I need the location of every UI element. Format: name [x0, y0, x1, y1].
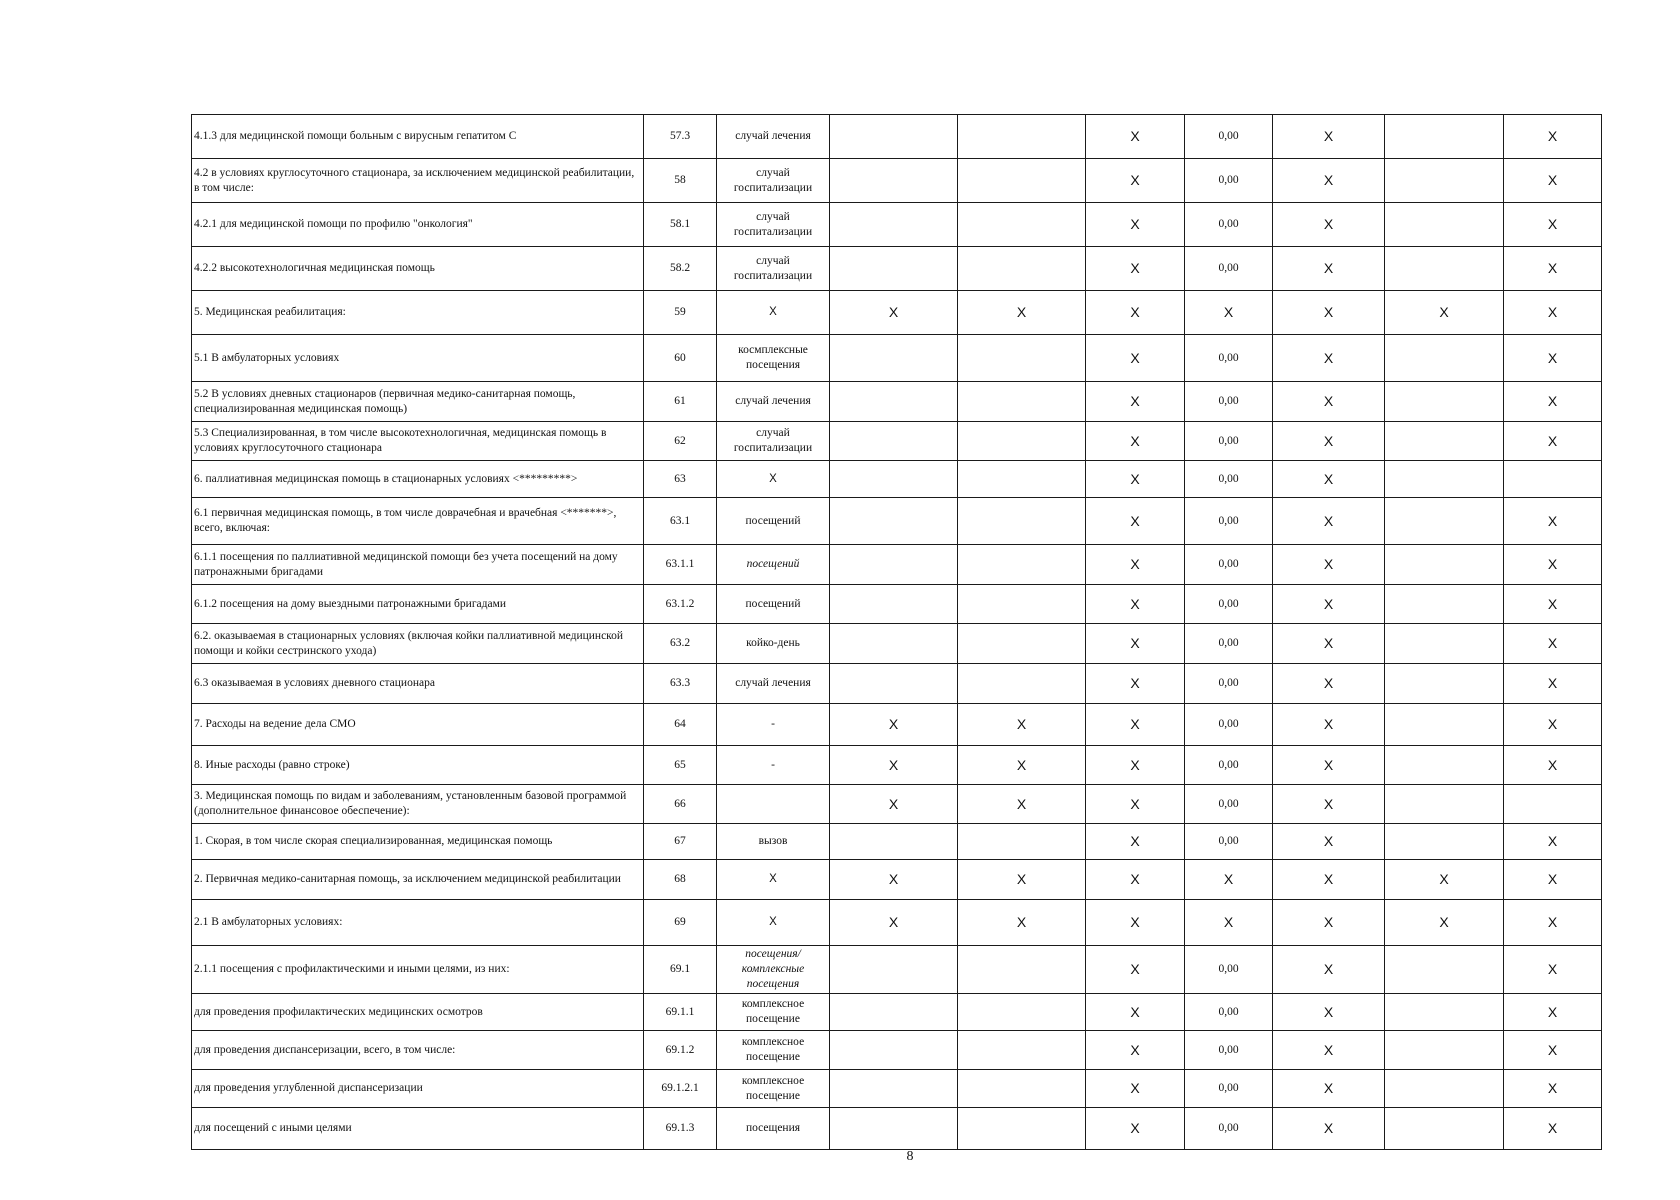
table-row [192, 335, 1602, 382]
value-cell-7: 0,00 [1185, 247, 1273, 291]
row-code-cell: 69.1.3 [644, 1108, 717, 1150]
value-cell-10: X [1504, 994, 1602, 1031]
value-cell-7: 0,00 [1185, 704, 1273, 746]
value-cell-9 [1385, 461, 1504, 498]
value-cell-5 [958, 115, 1086, 159]
row-label-cell: 5.1 В амбулаторных условиях [192, 335, 644, 382]
row-code-cell: 63.3 [644, 664, 717, 704]
table-row [192, 291, 1602, 335]
value-cell-10: X [1504, 545, 1602, 585]
table-row [192, 994, 1602, 1031]
unit-cell: случай госпитализации [717, 203, 830, 247]
value-cell-4 [830, 1108, 958, 1150]
value-cell-4 [830, 335, 958, 382]
value-cell-5 [958, 382, 1086, 422]
value-cell-9 [1385, 203, 1504, 247]
value-cell-5 [958, 498, 1086, 545]
row-code-cell: 58 [644, 159, 717, 203]
value-cell-4: X [830, 785, 958, 824]
unit-cell: посещений [717, 545, 830, 585]
row-code-cell: 61 [644, 382, 717, 422]
value-cell-6: X [1086, 1070, 1185, 1108]
value-cell-7: 0,00 [1185, 946, 1273, 994]
value-cell-8: X [1273, 159, 1385, 203]
value-cell-4 [830, 664, 958, 704]
table-row [192, 461, 1602, 498]
row-label-cell: для посещений с иными целями [192, 1108, 644, 1150]
value-cell-4: X [830, 291, 958, 335]
value-cell-10: X [1504, 946, 1602, 994]
row-label-cell: 6.1.2 посещения на дому выездными патронажными бригадами [192, 585, 644, 624]
value-cell-7: 0,00 [1185, 824, 1273, 860]
value-cell-5: X [958, 291, 1086, 335]
value-cell-10: X [1504, 824, 1602, 860]
value-cell-10: X [1504, 498, 1602, 545]
value-cell-8: X [1273, 382, 1385, 422]
value-cell-9 [1385, 624, 1504, 664]
value-cell-9 [1385, 994, 1504, 1031]
value-cell-8: X [1273, 785, 1385, 824]
unit-cell: комплексное посещение [717, 1031, 830, 1070]
value-cell-9 [1385, 1070, 1504, 1108]
value-cell-6: X [1086, 704, 1185, 746]
value-cell-10: X [1504, 1031, 1602, 1070]
table-row [192, 585, 1602, 624]
row-label-cell: 2.1 В амбулаторных условиях: [192, 900, 644, 946]
value-cell-9 [1385, 545, 1504, 585]
row-code-cell: 63.2 [644, 624, 717, 664]
value-cell-7: 0,00 [1185, 335, 1273, 382]
value-cell-10 [1504, 785, 1602, 824]
value-cell-9 [1385, 115, 1504, 159]
table-row [192, 900, 1602, 946]
unit-cell: космплексные посещения [717, 335, 830, 382]
value-cell-4 [830, 585, 958, 624]
value-cell-8: X [1273, 247, 1385, 291]
value-cell-8: X [1273, 860, 1385, 900]
row-code-cell: 63.1.1 [644, 545, 717, 585]
value-cell-8: X [1273, 824, 1385, 860]
value-cell-7: 0,00 [1185, 1031, 1273, 1070]
value-cell-6: X [1086, 115, 1185, 159]
unit-cell: - [717, 704, 830, 746]
row-label-cell: для проведения диспансеризации, всего, в том числе: [192, 1031, 644, 1070]
row-label-cell: 5. Медицинская реабилитация: [192, 291, 644, 335]
row-code-cell: 60 [644, 335, 717, 382]
row-code-cell: 69.1.2.1 [644, 1070, 717, 1108]
value-cell-9 [1385, 422, 1504, 461]
value-cell-7: 0,00 [1185, 422, 1273, 461]
value-cell-6: X [1086, 1031, 1185, 1070]
value-cell-6: X [1086, 461, 1185, 498]
value-cell-6: X [1086, 664, 1185, 704]
unit-cell: случай госпитализации [717, 422, 830, 461]
value-cell-5 [958, 946, 1086, 994]
value-cell-8: X [1273, 1070, 1385, 1108]
value-cell-7: 0,00 [1185, 382, 1273, 422]
value-cell-5: X [958, 900, 1086, 946]
row-code-cell: 62 [644, 422, 717, 461]
row-code-cell: 69 [644, 900, 717, 946]
value-cell-5 [958, 624, 1086, 664]
value-cell-6: X [1086, 824, 1185, 860]
value-cell-9 [1385, 746, 1504, 785]
value-cell-7: 0,00 [1185, 585, 1273, 624]
value-cell-9 [1385, 1108, 1504, 1150]
value-cell-7: 0,00 [1185, 203, 1273, 247]
row-code-cell: 68 [644, 860, 717, 900]
unit-cell [717, 785, 830, 824]
value-cell-8: X [1273, 746, 1385, 785]
table-row [192, 382, 1602, 422]
value-cell-8: X [1273, 461, 1385, 498]
row-label-cell: 6.1 первичная медицинская помощь, в том числе доврачебная и врачебная <*******>, всего, включая: [192, 498, 644, 545]
value-cell-10: X [1504, 422, 1602, 461]
row-label-cell: 5.3 Специализированная, в том числе высокотехнологичная, медицинская помощь в условиях круглосуточного стационара [192, 422, 644, 461]
value-cell-4: X [830, 704, 958, 746]
value-cell-7: 0,00 [1185, 461, 1273, 498]
value-cell-8: X [1273, 115, 1385, 159]
value-cell-5: X [958, 860, 1086, 900]
value-cell-4 [830, 946, 958, 994]
value-cell-10: X [1504, 624, 1602, 664]
value-cell-4 [830, 1031, 958, 1070]
row-code-cell: 69.1.1 [644, 994, 717, 1031]
value-cell-4 [830, 422, 958, 461]
value-cell-10: X [1504, 247, 1602, 291]
table-row [192, 498, 1602, 545]
table-row [192, 1031, 1602, 1070]
table-row [192, 624, 1602, 664]
value-cell-5 [958, 1108, 1086, 1150]
value-cell-10: X [1504, 291, 1602, 335]
value-cell-7: 0,00 [1185, 746, 1273, 785]
value-cell-5 [958, 335, 1086, 382]
row-code-cell: 66 [644, 785, 717, 824]
value-cell-9 [1385, 498, 1504, 545]
value-cell-9 [1385, 382, 1504, 422]
unit-cell: посещения [717, 1108, 830, 1150]
value-cell-6: X [1086, 624, 1185, 664]
unit-cell: X [717, 900, 830, 946]
value-cell-8: X [1273, 335, 1385, 382]
unit-cell: вызов [717, 824, 830, 860]
row-code-cell: 69.1 [644, 946, 717, 994]
value-cell-10: X [1504, 664, 1602, 704]
row-code-cell: 63.1 [644, 498, 717, 545]
value-cell-6: X [1086, 159, 1185, 203]
value-cell-9: X [1385, 900, 1504, 946]
value-cell-6: X [1086, 203, 1185, 247]
value-cell-8: X [1273, 664, 1385, 704]
row-code-cell: 59 [644, 291, 717, 335]
unit-cell: случай лечения [717, 382, 830, 422]
value-cell-10: X [1504, 159, 1602, 203]
row-label-cell: 6. паллиативная медицинская помощь в стационарных условиях <*********> [192, 461, 644, 498]
row-code-cell: 69.1.2 [644, 1031, 717, 1070]
value-cell-10: X [1504, 1070, 1602, 1108]
value-cell-8: X [1273, 1031, 1385, 1070]
value-cell-8: X [1273, 946, 1385, 994]
table-row [192, 704, 1602, 746]
table-row [192, 746, 1602, 785]
value-cell-5 [958, 824, 1086, 860]
value-cell-10: X [1504, 704, 1602, 746]
table-row [192, 1070, 1602, 1108]
value-cell-9: X [1385, 291, 1504, 335]
row-code-cell: 64 [644, 704, 717, 746]
value-cell-7: 0,00 [1185, 624, 1273, 664]
page-number: 8 [906, 1149, 914, 1164]
row-label-cell: 4.2 в условиях круглосуточного стационара, за исключением медицинской реабилитации, в том числе: [192, 159, 644, 203]
value-cell-6: X [1086, 860, 1185, 900]
value-cell-7: 0,00 [1185, 1070, 1273, 1108]
row-label-cell: 3. Медицинская помощь по видам и заболеваниям, установленным базовой программой (дополнительное финансовое обеспечение): [192, 785, 644, 824]
value-cell-9 [1385, 946, 1504, 994]
value-cell-5: X [958, 704, 1086, 746]
value-cell-9 [1385, 704, 1504, 746]
value-cell-7: 0,00 [1185, 115, 1273, 159]
value-cell-4 [830, 624, 958, 664]
value-cell-9: X [1385, 860, 1504, 900]
unit-cell: случай госпитализации [717, 247, 830, 291]
value-cell-7: X [1185, 291, 1273, 335]
value-cell-5 [958, 585, 1086, 624]
row-code-cell: 58.1 [644, 203, 717, 247]
value-cell-8: X [1273, 291, 1385, 335]
row-label-cell: 2.1.1 посещения с профилактическими и иными целями, из них: [192, 946, 644, 994]
value-cell-7: 0,00 [1185, 498, 1273, 545]
row-label-cell: 4.2.2 высокотехнологичная медицинская помощь [192, 247, 644, 291]
value-cell-5: X [958, 746, 1086, 785]
value-cell-9 [1385, 824, 1504, 860]
unit-cell: посещения/ комплексные посещения [717, 946, 830, 994]
row-label-cell: 1. Скорая, в том числе скорая специализированная, медицинская помощь [192, 824, 644, 860]
row-label-cell: 7. Расходы на ведение дела СМО [192, 704, 644, 746]
row-code-cell: 58.2 [644, 247, 717, 291]
unit-cell: X [717, 461, 830, 498]
table-row [192, 664, 1602, 704]
value-cell-5 [958, 1070, 1086, 1108]
value-cell-10: X [1504, 335, 1602, 382]
value-cell-4: X [830, 860, 958, 900]
table-row [192, 946, 1602, 994]
value-cell-9 [1385, 247, 1504, 291]
table-row [192, 545, 1602, 585]
row-code-cell: 67 [644, 824, 717, 860]
value-cell-7: 0,00 [1185, 545, 1273, 585]
value-cell-5: X [958, 785, 1086, 824]
value-cell-7: 0,00 [1185, 785, 1273, 824]
row-code-cell: 65 [644, 746, 717, 785]
unit-cell: случай лечения [717, 115, 830, 159]
value-cell-7: 0,00 [1185, 664, 1273, 704]
row-label-cell: 5.2 В условиях дневных стационаров (первичная медико-санитарная помощь, специализированная медицинская помощь) [192, 382, 644, 422]
value-cell-10: X [1504, 203, 1602, 247]
row-label-cell: 4.2.1 для медицинской помощи по профилю "онкология" [192, 203, 644, 247]
unit-cell: посещений [717, 498, 830, 545]
value-cell-6: X [1086, 746, 1185, 785]
table-row [192, 824, 1602, 860]
value-cell-8: X [1273, 585, 1385, 624]
value-cell-4 [830, 382, 958, 422]
value-cell-6: X [1086, 946, 1185, 994]
unit-cell: койко-день [717, 624, 830, 664]
value-cell-5 [958, 664, 1086, 704]
table-row [192, 785, 1602, 824]
unit-cell: посещений [717, 585, 830, 624]
value-cell-8: X [1273, 203, 1385, 247]
value-cell-6: X [1086, 1108, 1185, 1150]
value-cell-4: X [830, 746, 958, 785]
value-cell-8: X [1273, 704, 1385, 746]
unit-cell: случай лечения [717, 664, 830, 704]
value-cell-8: X [1273, 545, 1385, 585]
value-cell-9 [1385, 585, 1504, 624]
value-cell-5 [958, 159, 1086, 203]
value-cell-9 [1385, 1031, 1504, 1070]
value-cell-4 [830, 545, 958, 585]
value-cell-6: X [1086, 785, 1185, 824]
row-label-cell: 6.1.1 посещения по паллиативной медицинской помощи без учета посещений на дому патронажными бригадами [192, 545, 644, 585]
value-cell-4 [830, 498, 958, 545]
value-cell-7: X [1185, 860, 1273, 900]
row-label-cell: 6.2. оказываемая в стационарных условиях (включая койки паллиативной медицинской помощи и койки сестринского ухода) [192, 624, 644, 664]
value-cell-4 [830, 247, 958, 291]
value-cell-4: X [830, 900, 958, 946]
value-cell-6: X [1086, 335, 1185, 382]
table-row [192, 860, 1602, 900]
row-code-cell: 63.1.2 [644, 585, 717, 624]
value-cell-5 [958, 247, 1086, 291]
value-cell-6: X [1086, 291, 1185, 335]
value-cell-6: X [1086, 498, 1185, 545]
value-cell-6: X [1086, 382, 1185, 422]
value-cell-10 [1504, 461, 1602, 498]
unit-cell: случай госпитализации [717, 159, 830, 203]
table-row [192, 1108, 1602, 1150]
value-cell-10: X [1504, 746, 1602, 785]
value-cell-10: X [1504, 900, 1602, 946]
value-cell-6: X [1086, 994, 1185, 1031]
table-row [192, 422, 1602, 461]
value-cell-4 [830, 461, 958, 498]
value-cell-6: X [1086, 585, 1185, 624]
value-cell-4 [830, 159, 958, 203]
value-cell-5 [958, 545, 1086, 585]
value-cell-7: 0,00 [1185, 159, 1273, 203]
value-cell-4 [830, 824, 958, 860]
row-label-cell: 6.3 оказываемая в условиях дневного стационара [192, 664, 644, 704]
row-code-cell: 63 [644, 461, 717, 498]
value-cell-10: X [1504, 382, 1602, 422]
value-cell-10: X [1504, 1108, 1602, 1150]
value-cell-9 [1385, 664, 1504, 704]
value-cell-5 [958, 203, 1086, 247]
unit-cell: комплексное посещение [717, 1070, 830, 1108]
table-row [192, 247, 1602, 291]
value-cell-5 [958, 461, 1086, 498]
value-cell-6: X [1086, 900, 1185, 946]
value-cell-5 [958, 1031, 1086, 1070]
row-label-cell: 4.1.3 для медицинской помощи больным с вирусным гепатитом С [192, 115, 644, 159]
value-cell-8: X [1273, 624, 1385, 664]
value-cell-8: X [1273, 422, 1385, 461]
table-body [192, 115, 1602, 1150]
value-cell-9 [1385, 785, 1504, 824]
unit-cell: X [717, 291, 830, 335]
value-cell-8: X [1273, 994, 1385, 1031]
value-cell-6: X [1086, 247, 1185, 291]
table-row [192, 115, 1602, 159]
value-cell-6: X [1086, 422, 1185, 461]
row-label-cell: 8. Иные расходы (равно строке) [192, 746, 644, 785]
row-label-cell: для проведения профилактических медицинских осмотров [192, 994, 644, 1031]
value-cell-7: 0,00 [1185, 1108, 1273, 1150]
row-code-cell: 57.3 [644, 115, 717, 159]
financial-table [191, 114, 1602, 1150]
row-label-cell: для проведения углубленной диспансеризации [192, 1070, 644, 1108]
value-cell-10: X [1504, 585, 1602, 624]
value-cell-10: X [1504, 860, 1602, 900]
unit-cell: комплексное посещение [717, 994, 830, 1031]
table-row [192, 159, 1602, 203]
value-cell-9 [1385, 335, 1504, 382]
value-cell-7: X [1185, 900, 1273, 946]
value-cell-5 [958, 422, 1086, 461]
value-cell-9 [1385, 159, 1504, 203]
value-cell-4 [830, 994, 958, 1031]
value-cell-4 [830, 115, 958, 159]
table-row [192, 203, 1602, 247]
row-label-cell: 2. Первичная медико-санитарная помощь, за исключением медицинской реабилитации [192, 860, 644, 900]
value-cell-6: X [1086, 545, 1185, 585]
unit-cell: - [717, 746, 830, 785]
value-cell-4 [830, 1070, 958, 1108]
value-cell-7: 0,00 [1185, 994, 1273, 1031]
value-cell-8: X [1273, 498, 1385, 545]
value-cell-8: X [1273, 900, 1385, 946]
value-cell-5 [958, 994, 1086, 1031]
unit-cell: X [717, 860, 830, 900]
value-cell-4 [830, 203, 958, 247]
value-cell-8: X [1273, 1108, 1385, 1150]
value-cell-10: X [1504, 115, 1602, 159]
